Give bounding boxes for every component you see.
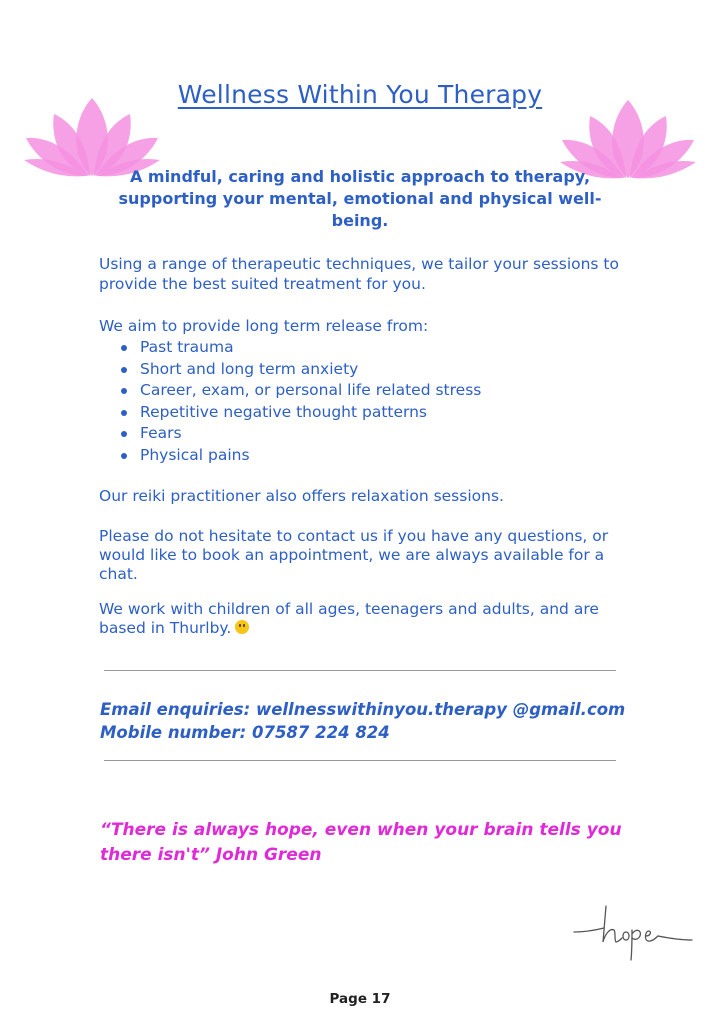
email-enquiries: Email enquiries: wellnesswithinyou.therapy @gmail.com: [100, 700, 626, 719]
smiley-emoji-icon: [235, 620, 249, 634]
release-list: [118, 337, 481, 467]
list-item: Physical pains: [118, 445, 481, 467]
page-number: Page 17: [329, 991, 391, 1007]
hope-script-logo: [572, 898, 694, 964]
ages-paragraph: [99, 600, 619, 638]
techniques-paragraph: Using a range of therapeutic techniques, we tailor your sessions to provide the best suited treatment for you.: [99, 255, 619, 293]
page-title: Wellness Within You Therapy: [177, 80, 543, 109]
intro-statement: A mindful, caring and holistic approach to therapy, supporting your mental, emotional and physical well-being.: [118, 167, 602, 230]
list-item: Past trauma: [118, 337, 481, 359]
aim-paragraph: We aim to provide long term release from:: [99, 317, 429, 335]
list-item: Short and long term anxiety: [118, 359, 481, 381]
list-item: Fears: [118, 423, 481, 445]
divider: [104, 670, 616, 671]
contact-us-paragraph: Please do not hesitate to contact us if you have any questions, or would like to book an appointment, we are always available for a chat.: [99, 527, 609, 583]
quote: “There is always hope, even when your brain tells you there isn't” John Green: [100, 820, 622, 865]
reiki-paragraph: Our reiki practitioner also offers relaxation sessions.: [99, 487, 504, 505]
ages-text: We work with children of all ages, teenagers and adults, and are based in Thurlby.: [99, 600, 599, 637]
list-item: Repetitive negative thought patterns: [118, 402, 481, 424]
list-item: Career, exam, or personal life related stress: [118, 380, 481, 402]
divider: [104, 760, 616, 761]
mobile-number: Mobile number: 07587 224 824: [100, 723, 390, 742]
